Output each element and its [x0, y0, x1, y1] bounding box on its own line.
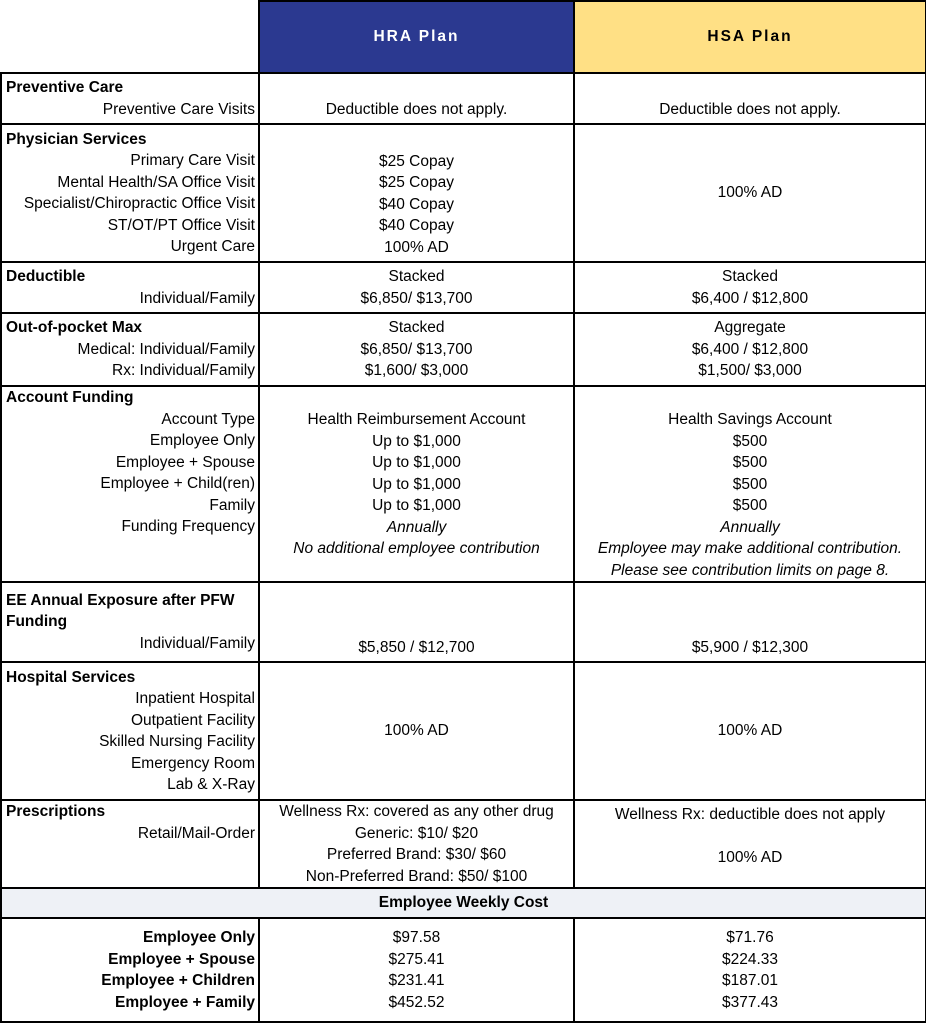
row-label: Mental Health/SA Office Visit [57, 173, 255, 191]
hra-plan-header: HRA Plan [259, 1, 574, 73]
hsa-value: Employee may make additional contribution. [597, 540, 903, 557]
annual-exposure-label-cell [1, 582, 259, 662]
hra-value: Health Reimbursement Account [307, 411, 526, 428]
hra-value: Deductible does not apply. [325, 100, 508, 118]
hsa-value: Deductible does not apply. [659, 100, 841, 118]
hsa-value: $5,900 / $12,300 [691, 638, 809, 656]
row-label: Funding Frequency [121, 518, 255, 535]
hra-value: $6,850/ $13,700 [360, 289, 473, 307]
section-title: Funding [6, 613, 68, 631]
hra-value: $40 Copay [379, 195, 454, 213]
row-label: Urgent Care [170, 238, 255, 255]
deductible-hra-cell [259, 262, 574, 313]
row-label: Employee + Spouse [115, 453, 255, 471]
out-of-pocket-label-cell [1, 313, 259, 386]
tier-label: Employee Only [143, 929, 255, 946]
hsa-value: Stacked [721, 268, 778, 285]
weekly-cost-label-cell [1, 918, 259, 1022]
weekly-cost-hra-cell [259, 918, 574, 1022]
section-title: Prescriptions [6, 803, 106, 820]
annual-exposure-row [1, 582, 926, 662]
account-funding-hra-cell [259, 386, 574, 582]
hsa-value: 100% AD [717, 848, 783, 866]
hra-value: $25 Copay [379, 174, 454, 191]
hra-value: Up to $1,000 [372, 475, 461, 493]
physician-services-hra-cell [259, 124, 574, 262]
prescriptions-label-cell [1, 800, 259, 888]
hospital-services-row [1, 662, 926, 800]
weekly-cost-row [1, 918, 926, 1022]
hospital-services-hsa-cell [574, 662, 926, 800]
account-funding-row [1, 386, 926, 582]
hra-cost: $97.58 [392, 929, 441, 946]
section-title: Physician Services [6, 130, 147, 148]
hsa-value: Aggregate [714, 319, 786, 337]
prescriptions-row [1, 800, 926, 888]
hra-value: Up to $1,000 [372, 454, 461, 471]
section-title: Out-of-pocket Max [6, 319, 143, 337]
hsa-value: 100% AD [717, 184, 783, 202]
hra-value: $5,850 / $12,700 [358, 638, 475, 656]
row-label: Account Type [161, 410, 255, 428]
section-title: Preventive Care [6, 79, 124, 96]
weekly-cost-title: Employee Weekly Cost [1, 888, 926, 918]
hra-value: $25 Copay [379, 152, 454, 170]
prescriptions-hsa-cell [574, 800, 926, 888]
hsa-value: $500 [732, 432, 768, 450]
hra-value: Stacked [388, 268, 445, 285]
row-label: Retail/Mail-Order [137, 824, 255, 842]
tier-label: Employee + Family [115, 993, 255, 1011]
hsa-cost: $71.76 [726, 929, 774, 946]
hra-cost: $275.41 [388, 950, 445, 968]
hra-value: Stacked [388, 319, 445, 337]
row-label: Family [209, 496, 255, 514]
out-of-pocket-hra-cell [259, 313, 574, 386]
out-of-pocket-hsa-cell [574, 313, 926, 386]
hra-cost: $231.41 [388, 972, 445, 989]
row-label: Rx: Individual/Family [112, 362, 255, 380]
hra-value: Annually [386, 518, 447, 536]
physician-services-hsa-cell [574, 124, 926, 262]
hsa-value: Annually [720, 518, 780, 536]
account-funding-label-cell [1, 386, 259, 582]
hsa-value: $6,400 / $12,800 [691, 289, 809, 307]
hra-value: Up to $1,000 [372, 497, 461, 514]
hsa-plan-header: HSA Plan [574, 1, 926, 73]
tier-label: Employee + Children [101, 972, 255, 989]
row-label: Specialist/Chiropractic Office Visit [23, 195, 255, 212]
hsa-cost: $224.33 [721, 950, 779, 968]
row-label: Individual/Family [139, 634, 255, 652]
row-label: Preventive Care Visits [102, 100, 255, 118]
hra-value: 100% AD [384, 722, 449, 740]
hsa-value: $500 [732, 497, 768, 514]
hra-value: Non-Preferred Brand: $50/ $100 [305, 867, 528, 885]
hra-value: No additional employee contribution [293, 540, 540, 557]
weekly-cost-hsa-cell [574, 918, 926, 1022]
hra-value: Generic: $10/ $20 [354, 824, 479, 842]
hra-value: $40 Copay [379, 217, 454, 234]
prescriptions-hra-cell [259, 800, 574, 888]
hsa-value: $500 [732, 475, 768, 493]
row-label: Medical: Individual/Family [77, 340, 255, 358]
hra-cost: $452.52 [388, 993, 445, 1011]
row-label: Primary Care Visit [130, 152, 255, 169]
header-blank-cell [1, 1, 259, 73]
out-of-pocket-row [1, 313, 926, 386]
row-label: Skilled Nursing Facility [99, 733, 255, 750]
deductible-label-cell [1, 262, 259, 313]
hra-value: Wellness Rx: covered as any other drug [279, 803, 554, 820]
row-label: Employee Only [149, 432, 255, 449]
hsa-cost: $377.43 [721, 993, 779, 1011]
row-label: ST/OT/PT Office Visit [107, 216, 255, 234]
hra-value: Preferred Brand: $30/ $60 [326, 846, 507, 863]
physician-services-row [1, 124, 926, 262]
preventive-care-hra-cell [259, 73, 574, 124]
row-label: Emergency Room [130, 754, 255, 772]
hsa-value: Wellness Rx: deductible does not apply [614, 806, 886, 823]
hsa-value: $1,500/ $3,000 [698, 362, 802, 380]
hospital-services-hra-cell [259, 662, 574, 800]
header-row [1, 1, 926, 73]
hsa-cost: $187.01 [721, 972, 779, 989]
row-label: Lab & X-Ray [167, 776, 255, 793]
hospital-services-label-cell [1, 662, 259, 800]
deductible-row [1, 262, 926, 313]
hsa-value: $500 [732, 454, 768, 471]
section-title: EE Annual Exposure after PFW [6, 591, 235, 609]
hra-value: Up to $1,000 [372, 432, 461, 450]
hsa-value: $6,400 / $12,800 [691, 340, 809, 358]
account-funding-hsa-cell [574, 386, 926, 582]
row-label: Inpatient Hospital [135, 690, 255, 707]
row-label: Employee + Child(ren) [100, 475, 255, 492]
hsa-value: Health Savings Account [668, 411, 832, 428]
section-title: Hospital Services [6, 668, 136, 686]
preventive-care-row [1, 73, 926, 124]
hra-value: $6,850/ $13,700 [360, 340, 473, 358]
section-title: Account Funding [6, 389, 134, 406]
section-title: Deductible [6, 268, 86, 285]
annual-exposure-hra-cell [259, 582, 574, 662]
row-label: Individual/Family [139, 289, 255, 307]
preventive-care-hsa-cell [574, 73, 926, 124]
row-label: Outpatient Facility [130, 711, 255, 729]
hra-value: $1,600/ $3,000 [364, 362, 469, 380]
hsa-value: Please see contribution limits on page 8. [610, 561, 890, 579]
annual-exposure-hsa-cell [574, 582, 926, 662]
hsa-value: 100% AD [717, 722, 783, 740]
preventive-care-label-cell [1, 73, 259, 124]
weekly-cost-title-row [1, 888, 926, 918]
tier-label: Employee + Spouse [108, 950, 255, 968]
hra-value: 100% AD [384, 238, 449, 256]
deductible-hsa-cell [574, 262, 926, 313]
physician-services-label-cell [1, 124, 259, 262]
